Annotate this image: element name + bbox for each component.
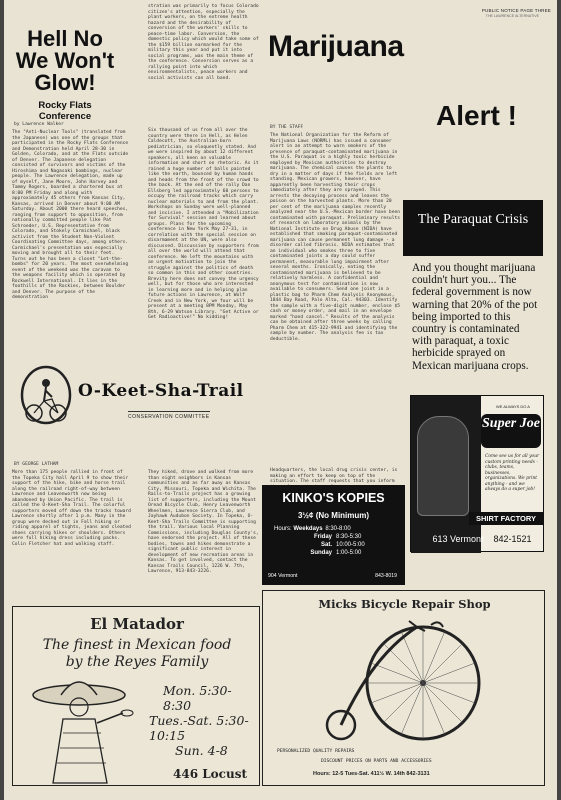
kinkos-hours xyxy=(274,525,365,557)
paraquat-text: And you thought marijuana couldn't hurt you... The federal government is now warning that 20% of the pot being imported to this country is contaminated with paraquat, a toxic herbicide sprayed on Mexican marijuana crops. xyxy=(412,262,538,372)
marijuana-byline: BY THE STAFF xyxy=(270,125,304,130)
kinkos-day: Friday xyxy=(313,534,332,540)
page-header: PUBLIC NOTICE PAGE THREE xyxy=(481,8,551,13)
headline-line-1: Hell No xyxy=(27,26,103,51)
kinkos-time: 1:00-5:00 xyxy=(336,550,362,556)
paraquat-title: The Paraquat Crisis xyxy=(417,212,529,227)
el-matador-hours-tues-sat: Tues.-Sat. 5:30-10:15 xyxy=(149,713,249,743)
headline-line-2: We Won't xyxy=(15,48,115,73)
rocky-flats-body-mid-bottom: Six thousand of us from all over the country were there in Hell, as Helen Caldecott, the Australian-born pediatrician, so eloquently stated. And we were inspired by about 12 different speakers, all keen on valuable information and short on rhetoric. As it rained a huge number of balls painted like the earth, bounced by human hands and heads from the front of the crowd to the back. At the end of the rally Dan Ellsberg led approximately 60 persons to occupy the railroad tracks which carry nuclear materials to and from the plant. Workshops on Sunday were well-planned and incisive. I attended a "Mobilization for Survival" session and learned about groups. Plans for the upcoming conference in New York May 27-31, in correlation with the special session on disarmament at the UN, were also discussed. Discussion by supporters from all over the world will attend that conference. We left the mountains with an urgent motivation to join the struggle against the politics of death so common in this and other countries. Brevity here does not convey the urgency well, but for those who are interested in learning more and in helping plan future actions in Lawrence, at Wolf Creek and in New York, we four will be present at a meeting 8PM Monday, May 8th, 6-29 Watson Library. "Get Active or Get Radioactive!" No kidding! xyxy=(148,128,259,320)
kinkos-phone: 843-8019 xyxy=(375,573,397,579)
okeet-body-left: More than 175 people rallied in front of the Topeka City hall April 9 to show their support of the hike, bike and horse trail along the railroad right-of-way between Lawrence and Leavenworth now being abandoned by Union Pacific. The trail is called the O-Keet-Sha Trail. The colorful supporters moved off down the tracks toward Lawrence shortly after 1 p.m. Many in the group were decked out in Fall hiking or riding apparel of tights, jeans and cleated shoes carrying hikes or shoulders. Others were full hiking dress including packs. Colin Fletcher hat and walking staff. xyxy=(12,470,131,547)
el-matador-title: El Matador xyxy=(90,615,184,633)
el-matador-hours-mon: Mon. 5:30-8:30 xyxy=(163,683,232,713)
micks-title: Micks Bicycle Repair Shop xyxy=(318,597,491,611)
el-matador-hours xyxy=(149,683,259,758)
page-date-line: THE LAWRENCE ALTERNATIVE xyxy=(485,14,539,18)
page-left-edge xyxy=(0,0,4,800)
headline-line-3: Glow! xyxy=(34,70,96,95)
page-right-edge xyxy=(557,0,561,800)
man-illustration-icon xyxy=(417,416,469,516)
kinkos-time: 8:30-8:00 xyxy=(325,526,351,532)
micks-bicycle-ad xyxy=(262,590,545,786)
el-matador-tagline-1: The finest in Mexican food xyxy=(42,637,232,653)
okeet-sha-logo xyxy=(18,365,254,437)
super-joe-description: Come see us for all your custom printing needs - clubs, teams, businesses, organizations. We print anything - and we always do a super job! xyxy=(485,454,540,492)
marijuana-alert-headline: Alert ! xyxy=(436,100,517,131)
kinkos-time: 8:30-5:30 xyxy=(336,534,362,540)
penny-farthing-bicycle-icon xyxy=(313,615,493,745)
el-matador-address: 446 Locust xyxy=(173,767,247,781)
okeet-logo-text: O-Keet-Sha-Trail xyxy=(78,381,244,401)
rocky-flats-body-left: The "Anti-Nuclear Tools" (translated from the Japanese) was one of the groups that participated in the Rocky Flats Conference and Demonstration held April 28-30 in Golden, Colorado, and at the Flats outside of Denver. The Japanese delegation consisted of survivors and victims of the Hiroshima and Nagasaki bombings, nuclear people. The Lawrence delegation, made up of myself, Jane Moore, John Harvey and Tammy Rogers, boarded a chartered bus at 8:00 PM Friday and along with approximately 45 others from Kansas City, Kansas, arrived in Denver about 9:00 AM Saturday. About 2000 there heard speeches, ranging from support to opposition, from nationally committed people like Pat Schroeder, U.S. Representative from Colorado, and Stokely Carmichael, black activist from the Student Non-Violent Coordinating Committee days, among others. Carmichael's presentation was especially moving and brought all to their feet. Turns out he has been a closet "Let-the-bombs" for 20 years. The most overwhelming event of the weekend was the caravan to the weapons facility which is operated by Rockwell International. It lies in the foothills of the Rockies, between Boulder and Denver. The purpose of the demonstration xyxy=(12,130,129,300)
super-joe-shirt-factory: SHIRT FACTORY xyxy=(469,512,543,525)
super-joe-address-line xyxy=(421,534,543,544)
rocky-flats-deck: Rocky Flats Conference xyxy=(38,100,92,122)
okeet-logo-subtitle: CONSERVATION COMMITTEE xyxy=(128,411,210,420)
okeet-body-right: They hiked, drove and walked from more than eight neighbors in Kansas communities and as far away as Kansas City, Missouri, Topeka and Wichita. The Rails-to-Trails project has a growing list of supporters, including the Mount Oread Bicycle Club, Henry Leavenworth Wheelmen, Lawrence Sierra Club, and Jayhawk Audubon Society. In Topeka, O-Keet-Sha Trails Committee is supporting the trail. Various local Planning Commissions, including Douglas County's, have endorsed the project. All of these bodies, towns and hikes demonstrate a significant public interest in development of new recreation areas in Kansas. To get involved, contact the Kansas Trails Council, 1226 W. 7th, Lawrence, 913-843-3226. xyxy=(148,470,259,574)
kinkos-price: 3½¢ (No Minimum) xyxy=(297,511,370,520)
kinkos-day: Sat. xyxy=(320,542,332,548)
marijuana-body: The National Organization for the Reform of Marijuana Laws (NORML) has issued a consumer alert in an attempt to warn smokers of the presence of paraquat-contaminated marijuana in the U.S. Paraquat is a highly toxic herbicide employed by Mexican authorities to destroy marijuana. The chemical causes the plants to dry in a matter of days if the fields are left standing. Mexican growers, however, have apparently been harvesting their crops immediately after they are sprayed. This arrests the decaying process and leaves the poison on the harvested plants. More than 20 per cent of the marijuana samples recently analyzed near the U.S.-Mexican border have been contaminated with paraquat. Preliminary results of research on laboratory animals by the National Institute on Drug Abuse (NIDA) have established that smoking paraquat-contaminated marijuana can cause permanent lung damage - a disorder called fibrosis. NIDA estimates that an individual who smokes three to five contaminated joints a day could suffer permanent, measurable lung impairment after several months. Ironically, eating the contaminated marijuana is believed to be relatively harmless. A confidential and anonymous test for contamination is now available to consumers. Send one joint in a plastic bag to Pharm Chem Analysis Anonymous, 1844 Bay Road, Palo Alto, Cal. 94303. Identify the sample with a five-digit number, enclose $5 cash or money order, and mail in an envelope marked "hand cancel." Results of the analysis can be obtained after three weeks by calling Pharm Chem at 415-322-9941 and identifying the sample by number. The analysis fee is tax deductible. xyxy=(270,133,400,342)
okeet-byline: BY GEORGE LATHAM xyxy=(14,462,59,467)
kinkos-day: Sunday xyxy=(310,550,332,556)
kinkos-hours-label: Hours: xyxy=(274,526,292,532)
kinkos-title: KINKO'S KOPIES xyxy=(282,491,385,505)
el-matador-tagline-2: by the Reyes Family xyxy=(65,654,209,670)
el-matador-ad xyxy=(12,606,260,786)
super-joe-brand: Super Joe xyxy=(481,414,541,448)
kinkos-address: 904 Vermont xyxy=(268,573,298,579)
super-joe-address: 613 Vermont xyxy=(432,534,484,544)
micks-tagline-discount: DISCOUNT PRICES ON PARTS AND ACCESSORIES xyxy=(321,759,432,764)
rocky-flats-body-mid-top: stration was primarily to focus Colorado citizen's attention, especially the plant workers, on the extreme health hazard and the desirability of conversion of the workers' skills to peace-time labor. Conversion, the domestic policy which would take some of the $159 billion earmarked for the military this year and put it into social programs, was the main theme of the conference. Conversion serves as a rallying point into which environmentalists, peace workers and social activists can all band. xyxy=(148,4,259,81)
kinkos-ad xyxy=(262,485,405,585)
rocky-flats-headline xyxy=(10,28,120,94)
micks-tagline-repairs: PERSONALIZED QUALITY REPAIRS xyxy=(277,749,355,754)
marijuana-headline: Marijuana xyxy=(268,30,404,63)
super-joe-caption: WE ALWAYS DO A xyxy=(496,404,530,409)
rocky-flats-byline: by Lawrence Walker xyxy=(14,122,64,127)
micks-hours: Hours: 12-5 Tues-Sat. 411½ W. 14th 842-3131 xyxy=(313,771,430,777)
paraquat-title-box xyxy=(403,200,543,256)
kinkos-day: Weekdays xyxy=(293,526,323,532)
mexican-figure-illustration-icon xyxy=(27,673,147,793)
kinkos-time: 10:00-5:00 xyxy=(336,542,365,548)
super-joe-phone: 842-1521 xyxy=(493,534,532,544)
el-matador-tagline xyxy=(13,637,261,671)
super-joe-ad xyxy=(410,395,544,552)
marijuana-body-tail: Headquarters, the local drug crisis center, is making an effort to keep on top of the situation. The staff requests that you inform xyxy=(270,468,398,484)
el-matador-hours-sun: Sun. 4-8 xyxy=(175,743,228,758)
